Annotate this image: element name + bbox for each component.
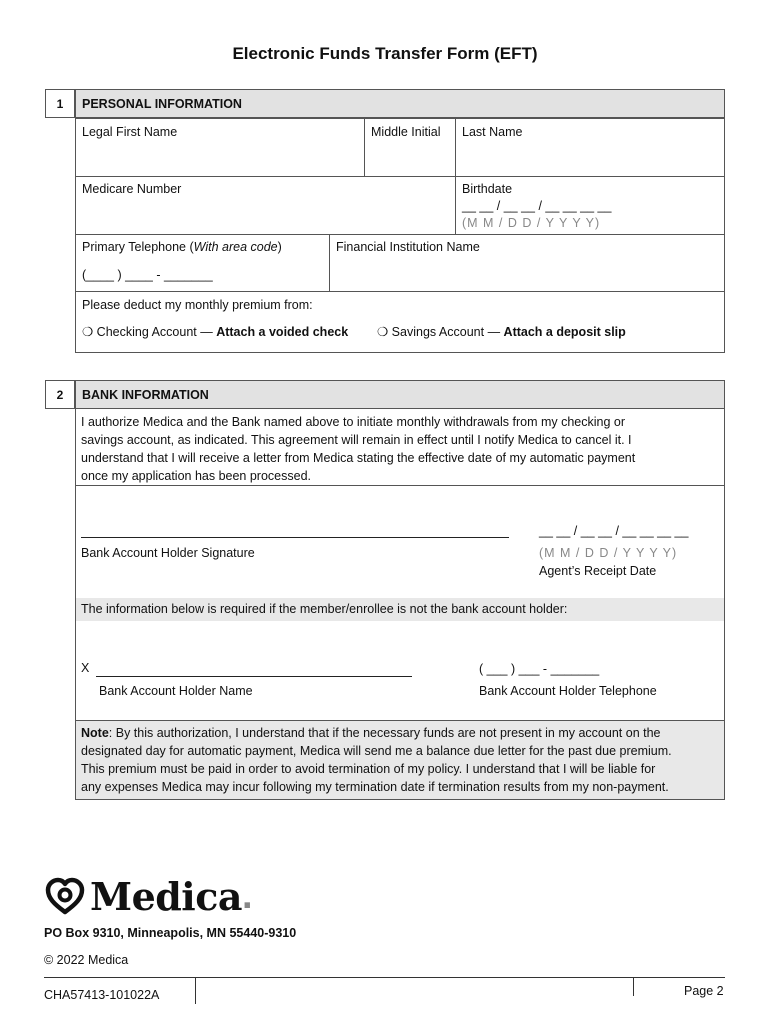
x-mark: X [81, 661, 90, 675]
divider [75, 720, 725, 721]
section-2-heading: BANK INFORMATION [75, 380, 725, 409]
middle-initial-field[interactable] [364, 118, 456, 177]
medicare-number-field[interactable] [75, 176, 456, 235]
receipt-date-label: Agent’s Receipt Date [539, 564, 657, 578]
form-code: CHA57413-101022A [44, 988, 160, 1002]
copyright: © 2022 Medica [44, 953, 129, 967]
holder-name-line[interactable] [96, 676, 412, 677]
address: PO Box 9310, Minneapolis, MN 55440-9310 [44, 926, 297, 940]
required-info-note: The information below is required if the member/enrollee is not the bank account holder: [76, 598, 724, 621]
footer-rule [44, 977, 725, 978]
last-name-field[interactable] [455, 118, 725, 177]
financial-institution-label: Financial Institution Name [336, 240, 480, 254]
section-1-heading: PERSONAL INFORMATION [75, 89, 725, 118]
page-number: Page 2 [684, 984, 724, 998]
birthdate-hint: (M M / D D / Y Y Y Y) [462, 216, 601, 230]
first-name-label: Legal First Name [82, 125, 178, 139]
medicare-number-label: Medicare Number [82, 182, 182, 196]
medica-logo-dot: . [242, 875, 253, 917]
financial-institution-field[interactable] [329, 234, 725, 292]
divider [75, 485, 725, 486]
section-2-number: 2 [45, 380, 75, 409]
birthdate-label: Birthdate [462, 182, 513, 196]
premium-deduction-box [75, 291, 725, 353]
signature-label: Bank Account Holder Signature [81, 546, 255, 560]
medica-logo-text: Medica [90, 874, 243, 919]
holder-name-label: Bank Account Holder Name [99, 684, 253, 698]
primary-telephone-field[interactable] [75, 234, 330, 292]
holder-telephone-label: Bank Account Holder Telephone [479, 684, 657, 698]
premium-deduction-label: Please deduct my monthly premium from: [82, 298, 313, 312]
form-title: Electronic Funds Transfer Form (EFT) [232, 44, 538, 63]
footer-divider [195, 977, 196, 1004]
signature-line[interactable] [81, 537, 509, 538]
savings-account-option[interactable]: ❍ Savings Account — Attach a deposit slip [377, 325, 626, 339]
section-1-number: 1 [45, 89, 75, 118]
holder-telephone-blank[interactable]: ( ___ ) ___ - _______ [479, 662, 600, 676]
checking-account-option[interactable]: ❍ Checking Account — Attach a voided check [82, 325, 349, 339]
receipt-date-blank[interactable]: __ __ / __ __ / __ __ __ __ [539, 524, 689, 538]
primary-telephone-label: Primary Telephone (With area code) [82, 240, 282, 254]
middle-initial-label: Middle Initial [371, 125, 441, 139]
birthdate-field[interactable] [455, 176, 725, 235]
last-name-label: Last Name [462, 125, 523, 139]
primary-telephone-blank: (____ ) ____ - _______ [82, 268, 213, 282]
note-text: Note: By this authorization, I understand that if the necessary funds are not present in my account on the designated day for automatic payment, Medica will send me a balance due letter for the past due premium. This premium must be paid in order to avoid termination of my policy. I understand that I will be liable for any expenses Medica may incur following my termination date if termination results from my non-payment. [81, 726, 672, 794]
footer-divider [633, 977, 634, 996]
birthdate-blank: __ __ / __ __ / __ __ __ __ [462, 199, 612, 213]
medica-logo [44, 874, 253, 919]
medica-heart-icon [44, 876, 86, 918]
receipt-date-hint: (M M / D D / Y Y Y Y) [539, 546, 678, 560]
authorization-text: I authorize Medica and the Bank named above to initiate monthly withdrawals from my checking or savings account, as indicated. This agreement will remain in effect until I notify Medica to cancel it. I understand that I will receive a letter from Medica stating the effective date of my automatic payment once my application has been processed. [81, 415, 636, 483]
first-name-field[interactable] [75, 118, 365, 177]
